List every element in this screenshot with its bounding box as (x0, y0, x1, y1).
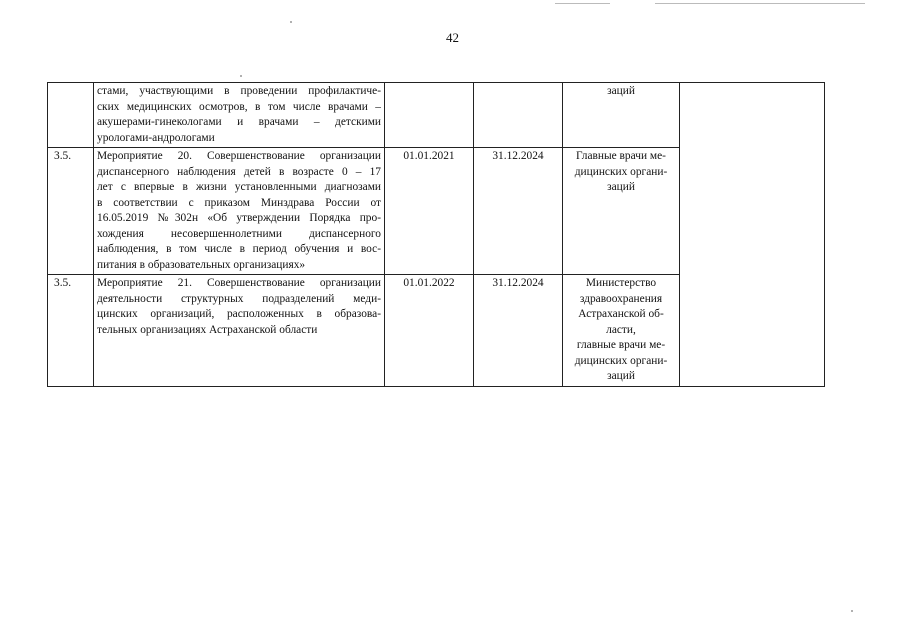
row-number: 3.5. (48, 275, 94, 387)
measure-text-line: тельных организациях Астраханской области (97, 323, 318, 336)
measure-text-line: ских медицинских осмотров, в том числе врачами – (97, 100, 381, 113)
measures-table (47, 82, 825, 387)
responsible-line: заций (607, 370, 635, 382)
responsible-line: дицинских органи- (574, 165, 668, 178)
row-number (48, 83, 94, 148)
start-date: 01.01.2022 (385, 275, 474, 387)
table-row (48, 83, 825, 148)
responsible-line: главные врачи ме- (576, 339, 666, 351)
responsible-line: ласти, (606, 323, 636, 336)
measure-text-line: питания в образовательных организациях» (97, 258, 306, 271)
measure-text (94, 83, 385, 148)
responsible-line: здравоохранения (579, 292, 663, 305)
extra-cell (680, 83, 825, 387)
scan-speck (290, 21, 292, 23)
end-date (474, 83, 563, 148)
measure-text-line: хождения несовершеннолетними диспансерного (97, 227, 381, 240)
start-date: 01.01.2021 (385, 148, 474, 275)
measure-text-line: цинских организаций, расположенных в образова- (97, 308, 381, 320)
measure-text (94, 148, 385, 275)
responsible-line: Главные врачи ме- (576, 150, 666, 162)
measure-text-line: Мероприятие 20. Совершенствование организации (97, 150, 381, 162)
measure-text-line: в соответствии с приказом Минздрава России от (97, 196, 381, 209)
measure-text (94, 275, 385, 387)
measure-text-line: наблюдения, в том числе в период обучения и вос- (97, 243, 381, 255)
responsible-line: дицинских органи- (574, 354, 668, 367)
measure-text-line: акушерами-гинекологами и врачами – детскими (97, 116, 381, 128)
row-number: 3.5. (48, 148, 94, 275)
measure-text-line: 16.05.2019 №302н «Об утверждении Порядка про- (97, 212, 381, 224)
responsible (563, 275, 680, 387)
scan-artifact-line (555, 3, 610, 4)
start-date (385, 83, 474, 148)
scan-speck (851, 610, 853, 612)
responsible-line: заций (607, 85, 635, 97)
measure-text-line: деятельности структурных подразделений меди- (97, 292, 381, 305)
responsible (563, 148, 680, 275)
responsible-line: Астраханской об- (578, 308, 664, 320)
responsible (563, 83, 680, 148)
end-date: 31.12.2024 (474, 275, 563, 387)
responsible-line: заций (607, 181, 635, 193)
measure-text-line: диспансерного наблюдения детей в возрасте 0 – 17 (97, 165, 381, 178)
scan-speck (240, 75, 242, 77)
responsible-line: Министерство (585, 277, 657, 289)
measure-text-line: лет с впервые в жизни установленными диагнозами (97, 181, 381, 193)
measure-text-line: Мероприятие 21. Совершенствование организации (97, 277, 381, 289)
measure-text-line: урологами-андрологами (97, 131, 215, 144)
page-number: 42 (446, 30, 459, 45)
end-date: 31.12.2024 (474, 148, 563, 275)
measure-text-line: стами, участвующими в проведении профилактиче- (97, 85, 381, 97)
scan-artifact-line (655, 3, 865, 4)
